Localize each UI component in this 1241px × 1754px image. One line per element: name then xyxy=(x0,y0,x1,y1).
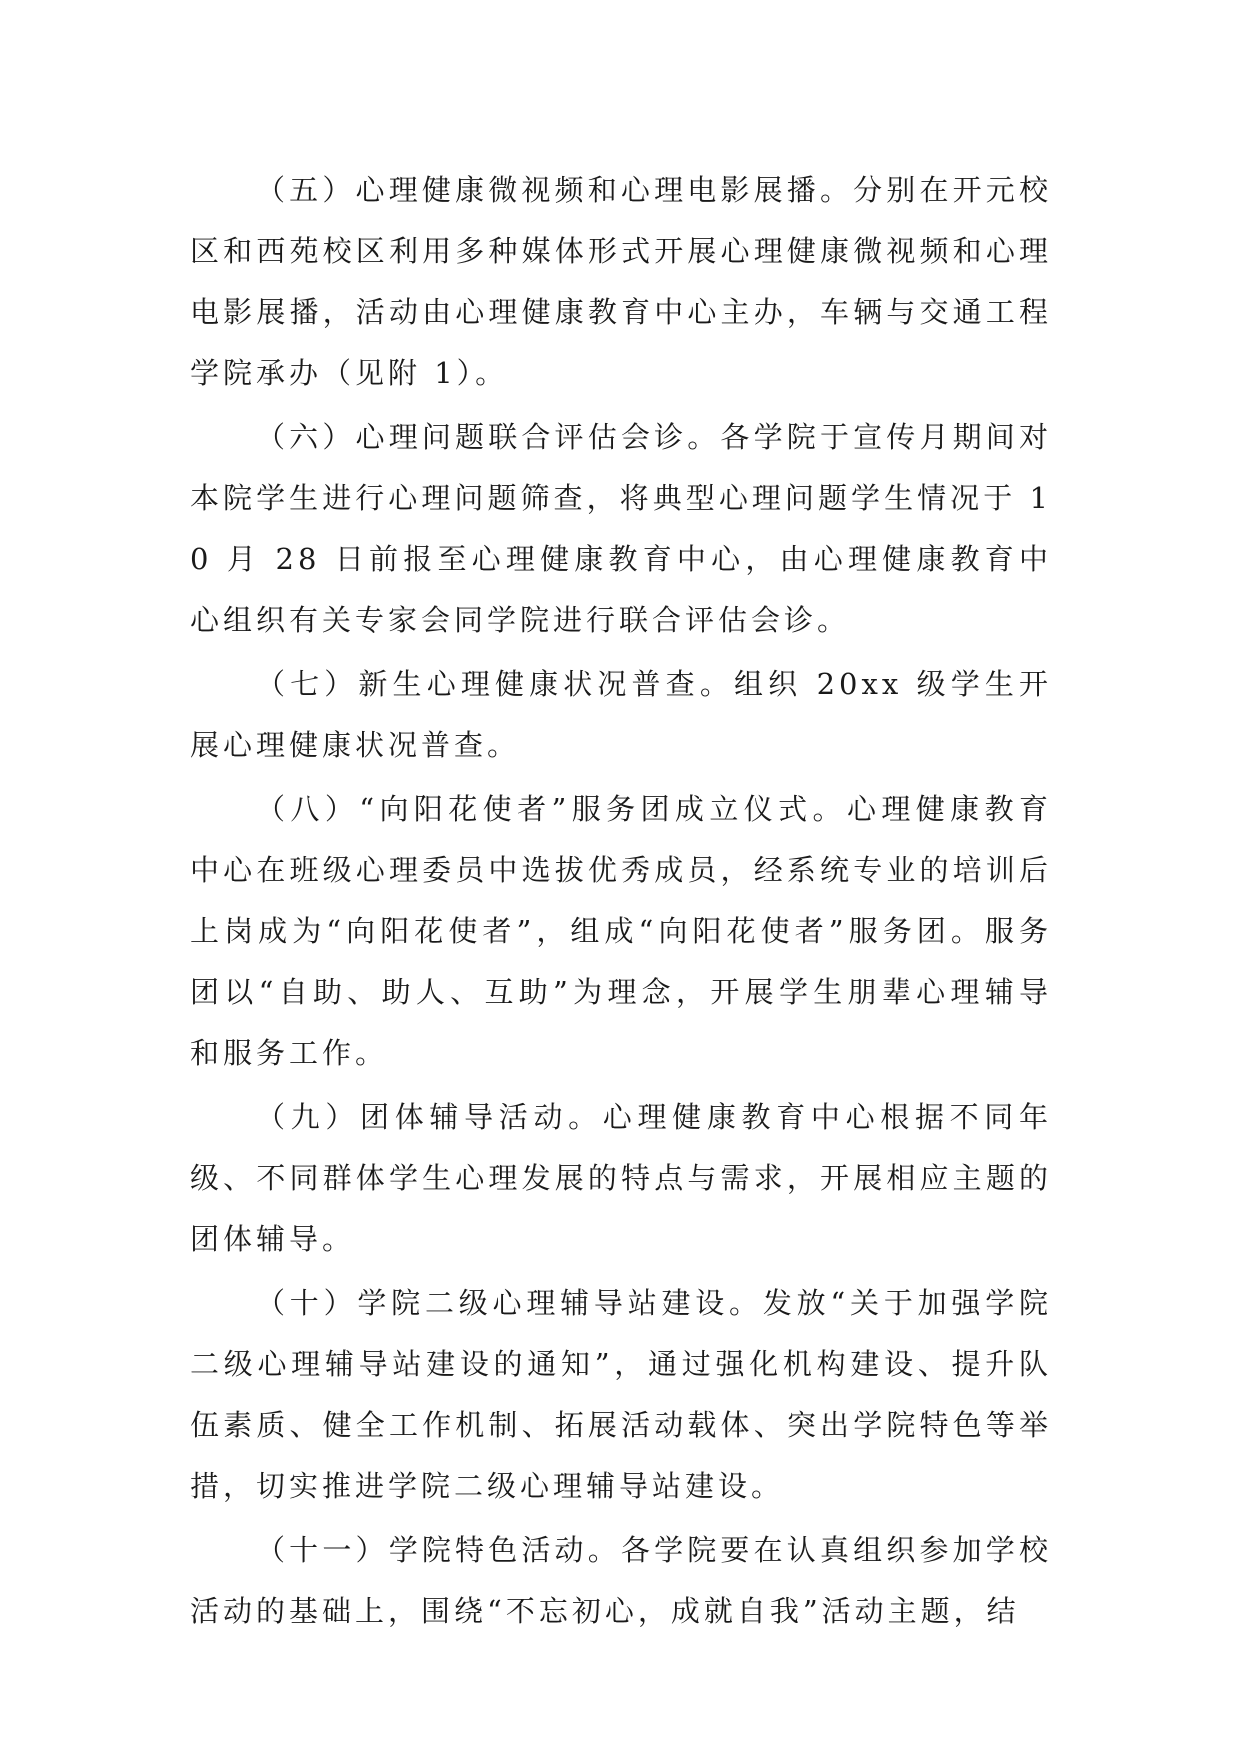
paragraph-5-microvideo-film: （五）心理健康微视频和心理电影展播。分别在开元校区和西苑校区利用多种媒体形式开展心理健康微视频和心理电影展播，活动由心理健康教育中心主办，车辆与交通工程学院承办（见附 1）。 xyxy=(190,173,1052,390)
paragraph-9-group-counseling: （九）团体辅导活动。心理健康教育中心根据不同年级、不同群体学生心理发展的特点与需求，开展相应主题的团体辅导。 xyxy=(190,1100,1052,1256)
paragraph-10-counseling-stations: （十）学院二级心理辅导站建设。发放“关于加强学院二级心理辅导站建设的通知”，通过强化机构建设、提升队伍素质、健全工作机制、拓展活动载体、突出学院特色等举措，切实推进学院二级心理辅导站建设。 xyxy=(190,1286,1052,1503)
document-body xyxy=(190,160,1052,1645)
paragraph-6-joint-assessment: （六）心理问题联合评估会诊。各学院于宣传月期间对本院学生进行心理问题筛查，将典型心理问题学生情况于 10 月 28 日前报至心理健康教育中心，由心理健康教育中心组织有关专家会同学院进行联合评估会诊。 xyxy=(190,420,1052,637)
paragraph-8-sunflower-envoys: （八）“向阳花使者”服务团成立仪式。心理健康教育中心在班级心理委员中选拔优秀成员，经系统专业的培训后上岗成为“向阳花使者”，组成“向阳花使者”服务团。服务团以“自助、助人、互助”为理念，开展学生朋辈心理辅导和服务工作。 xyxy=(190,792,1052,1070)
paragraph-7-freshman-survey: （七）新生心理健康状况普查。组织 20xx 级学生开展心理健康状况普查。 xyxy=(190,667,1052,762)
paragraph-11-college-activities: （十一）学院特色活动。各学院要在认真组织参加学校活动的基础上，围绕“不忘初心，成就自我”活动主题，结 xyxy=(190,1533,1052,1628)
